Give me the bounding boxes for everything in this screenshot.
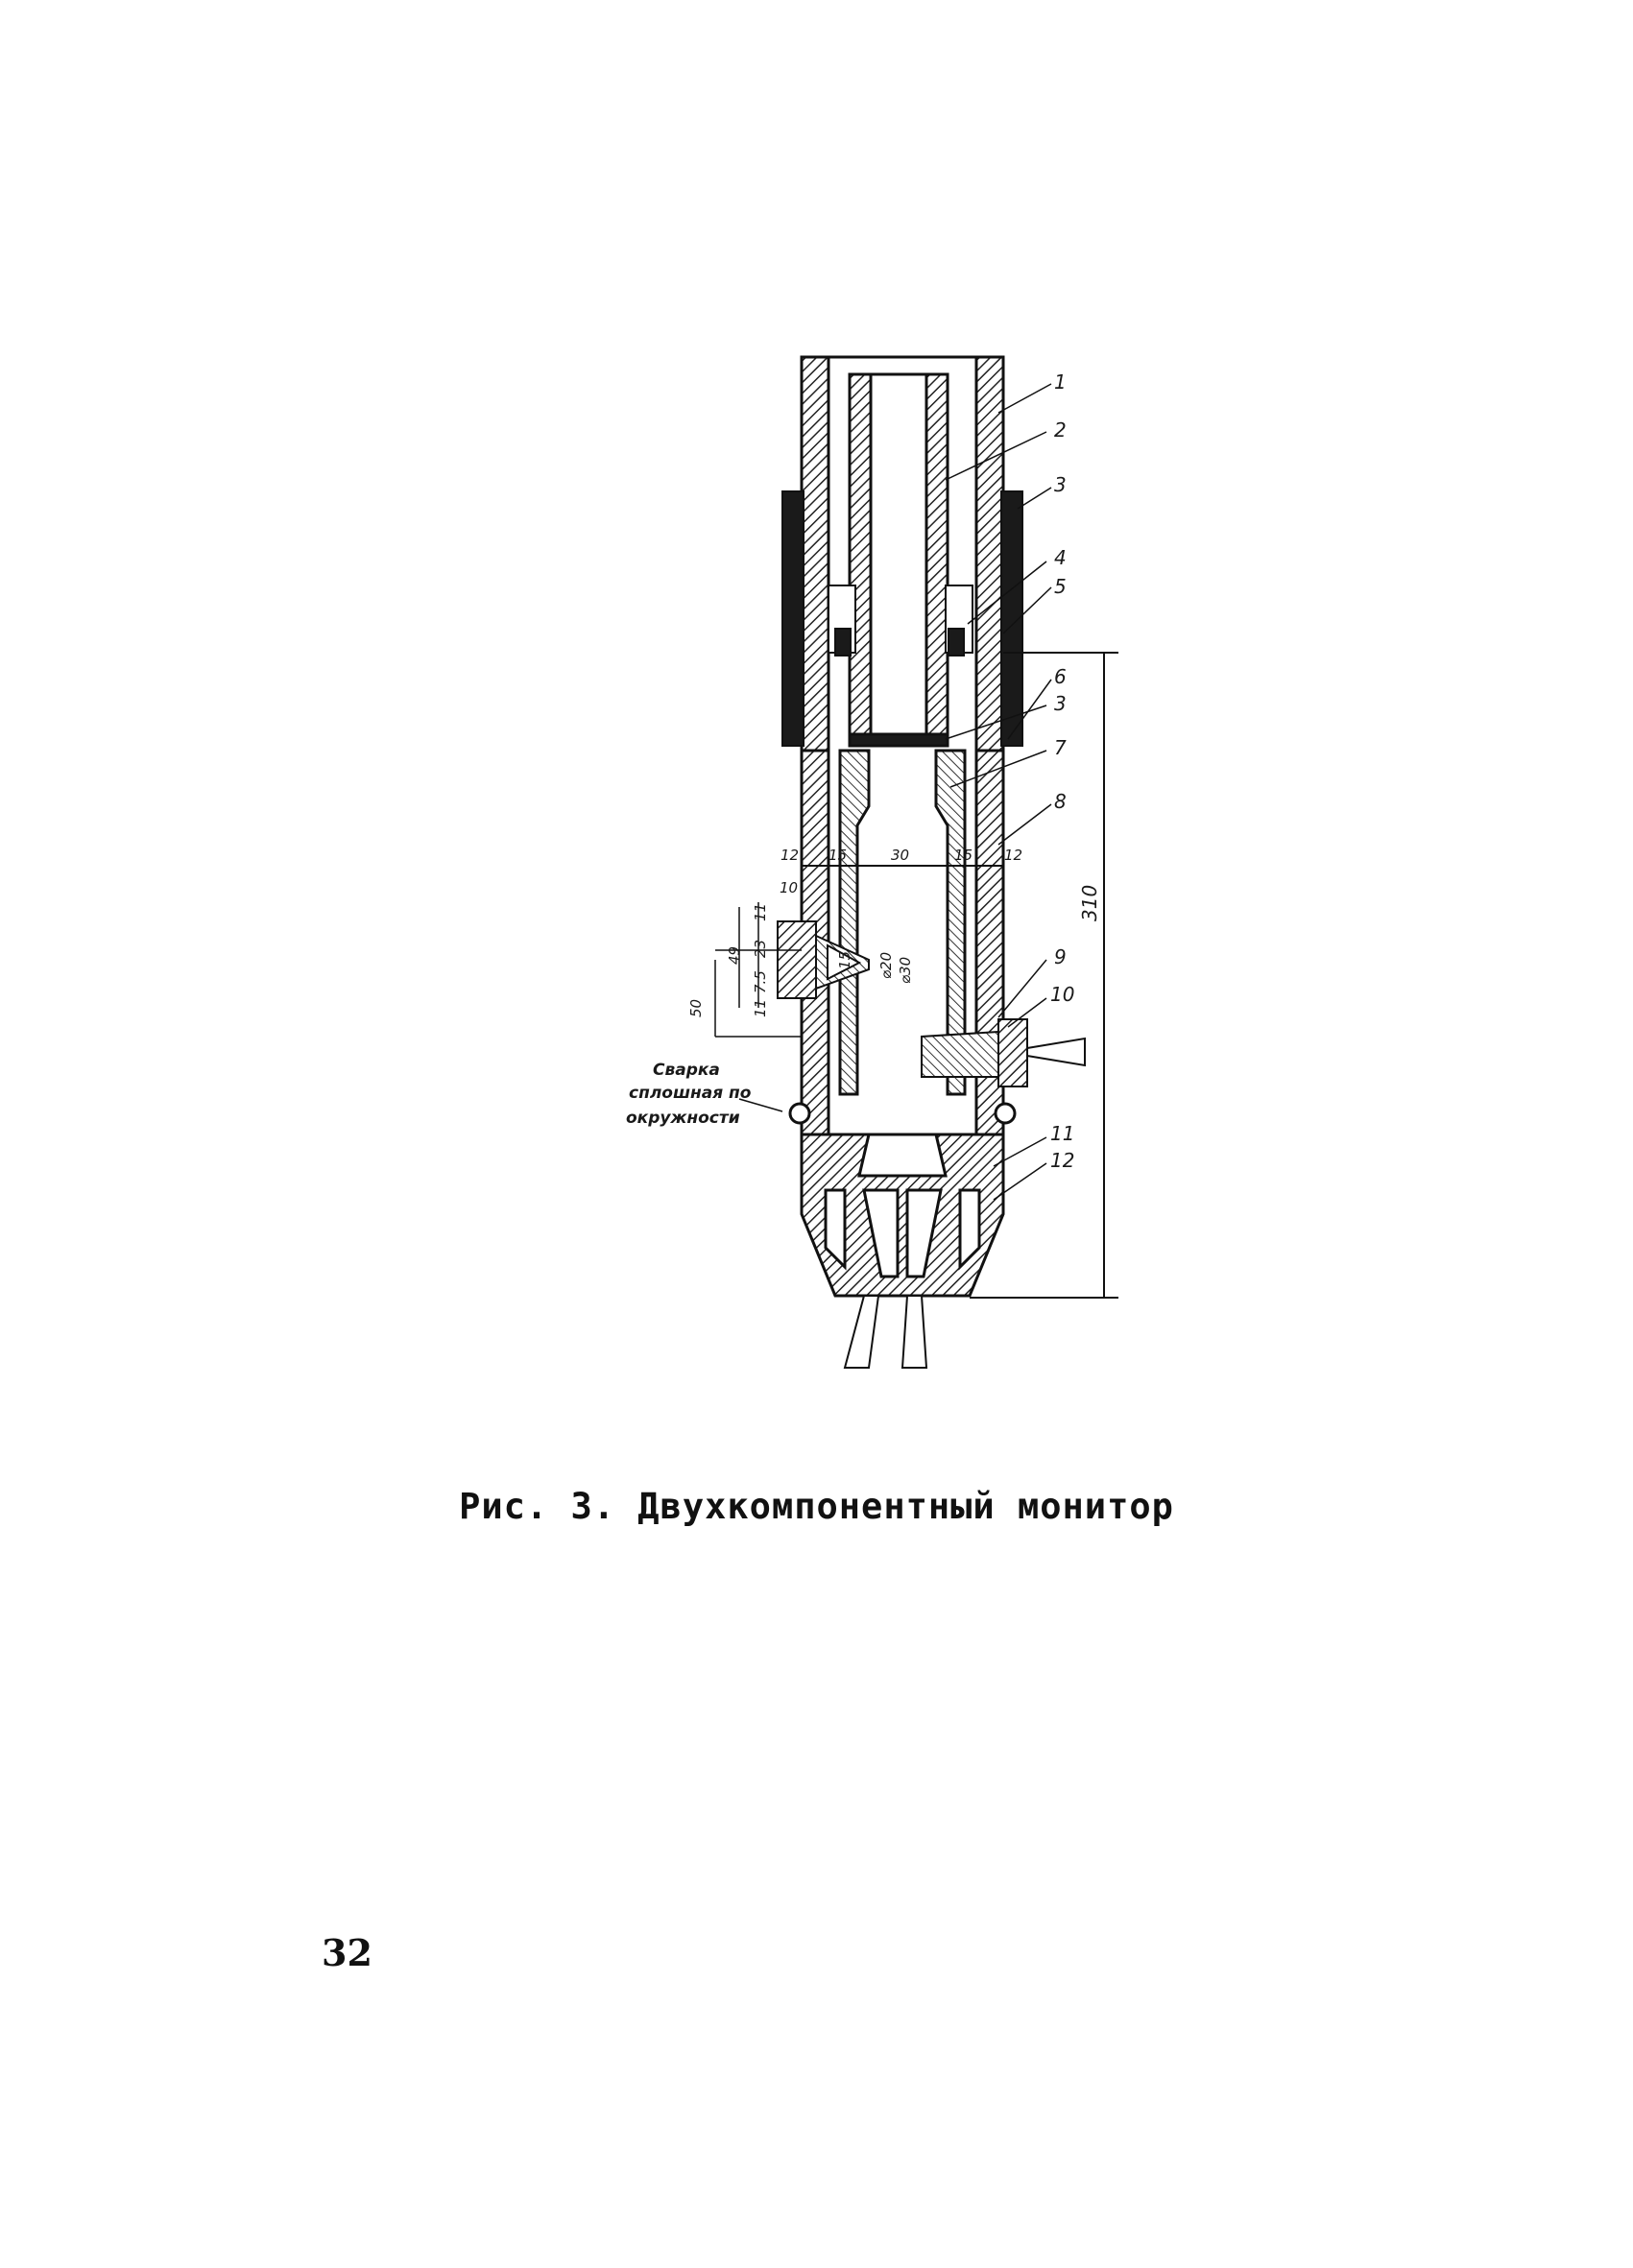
weld-note-line-1: Сварка: [653, 1061, 720, 1080]
outer-sleeve: [802, 357, 1003, 751]
dim-bore-20: ⌀20: [877, 951, 895, 979]
weld-note-line-2: сплошная по: [629, 1084, 752, 1103]
dim-11-bottom: 11: [752, 998, 769, 1017]
dim-12-left: 12: [780, 847, 800, 864]
label-3: 3: [1054, 473, 1067, 496]
dim-23: 23: [752, 939, 769, 958]
dim-310: 310: [1078, 884, 1101, 921]
dim-bore-30: ⌀30: [897, 956, 914, 984]
dim-15-right: 15: [954, 847, 973, 864]
dim-15-left: 15: [829, 847, 848, 864]
label-7: 7: [1054, 736, 1067, 759]
label-8: 8: [1054, 790, 1067, 813]
dim-bore-15: 15: [836, 950, 853, 969]
label-1: 1: [1054, 370, 1067, 394]
label-9: 9: [1054, 945, 1067, 968]
page-number: 32: [322, 1931, 372, 1974]
label-2: 2: [1054, 418, 1067, 442]
dim-10-left: 10: [780, 879, 799, 896]
label-3b: 3: [1054, 692, 1067, 715]
dim-49: 49: [726, 945, 743, 965]
label-10: 10: [1050, 983, 1075, 1006]
label-5: 5: [1054, 575, 1067, 598]
dim-12-right: 12: [1004, 847, 1023, 864]
label-6: 6: [1054, 665, 1067, 688]
label-12: 12: [1050, 1149, 1075, 1172]
inner-tube: [850, 374, 948, 746]
label-11: 11: [1050, 1122, 1075, 1145]
dim-7-5: 7.5: [752, 970, 769, 993]
dim-30: 30: [891, 847, 910, 864]
dim-11-top: 11: [752, 902, 769, 921]
figure-caption: Рис. 3. Двухкомпонентный монитор: [459, 1486, 1174, 1527]
weld-note-line-3: окружности: [626, 1109, 740, 1128]
jets: [845, 1296, 926, 1368]
dim-50: 50: [687, 998, 705, 1017]
label-4: 4: [1054, 546, 1067, 569]
weld-note: [626, 1061, 752, 1128]
ring-seals: [829, 585, 973, 656]
